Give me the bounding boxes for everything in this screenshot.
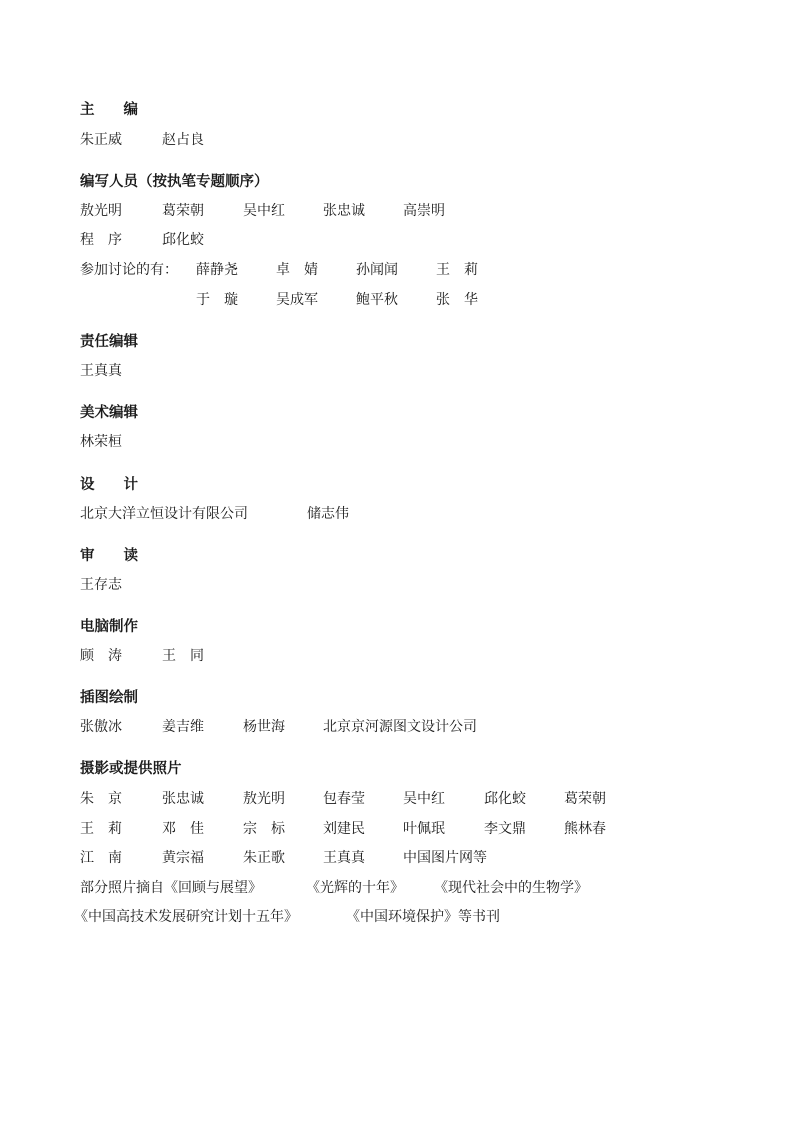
art-editor-name: 林荣桓 (80, 434, 122, 450)
discussion-participant: 薛静尧 (196, 262, 238, 278)
illustrator-name: 张傲冰 (80, 719, 122, 735)
responsible-editor-heading: 责任编辑 (80, 334, 138, 350)
photo-source: 中国图片网等 (403, 850, 487, 866)
discussion-participant: 卓 婧 (276, 262, 318, 278)
responsible-editor-name: 王真真 (80, 363, 122, 379)
writer-name: 吴中红 (243, 203, 285, 219)
photographer-name: 江 南 (80, 850, 122, 866)
photographer-name: 邓 佳 (162, 821, 204, 837)
photographer-name: 包春莹 (323, 791, 365, 807)
review-heading: 审 读 (80, 548, 138, 564)
illustrator-name: 杨世海 (243, 719, 285, 735)
photographer-name: 王 莉 (80, 821, 122, 837)
photographer-name: 张忠诚 (162, 791, 204, 807)
chief-editor-name: 赵占良 (162, 132, 204, 148)
writers-heading: 编写人员（按执笔专题顺序） (80, 174, 269, 190)
discussion-participant: 于 璇 (196, 292, 238, 308)
book-title: 《中国环境保护》等书刊 (346, 909, 500, 925)
photographer-name: 葛荣朝 (564, 791, 606, 807)
computer-production-name: 王 同 (162, 648, 204, 664)
writer-name: 程 序 (80, 232, 122, 248)
book-title: 《中国高技术发展研究计划十五年》 (74, 909, 298, 925)
designer-name: 储志伟 (307, 506, 349, 522)
writer-name: 邱化蛟 (162, 232, 204, 248)
writer-name: 敖光明 (80, 203, 122, 219)
computer-production-heading: 电脑制作 (80, 619, 138, 635)
illustration-company: 北京京河源图文设计公司 (323, 719, 477, 735)
computer-production-name: 顾 涛 (80, 648, 122, 664)
design-company: 北京大洋立恒设计有限公司 (80, 506, 248, 522)
writer-name: 葛荣朝 (162, 203, 204, 219)
photographer-name: 宗 标 (243, 821, 285, 837)
photographer-name: 敖光明 (243, 791, 285, 807)
photographer-name: 黄宗福 (162, 850, 204, 866)
discussion-participant: 王 莉 (436, 262, 478, 278)
writer-name: 张忠诚 (323, 203, 365, 219)
photographer-name: 熊林春 (564, 821, 606, 837)
discussion-participant: 吴成军 (276, 292, 318, 308)
photographer-name: 王真真 (323, 850, 365, 866)
art-editor-heading: 美术编辑 (80, 405, 138, 421)
photo-source-note: 部分照片摘自《回顾与展望》 (80, 880, 262, 896)
book-title: 《现代社会中的生物学》 (434, 880, 588, 896)
photographer-name: 李文鼎 (484, 821, 526, 837)
photographer-name: 朱 京 (80, 791, 122, 807)
photographer-name: 朱正歌 (243, 850, 285, 866)
book-title: 《光辉的十年》 (306, 880, 404, 896)
chief-editor-name: 朱正威 (80, 132, 122, 148)
photography-heading: 摄影或提供照片 (80, 761, 182, 777)
reviewer-name: 王存志 (80, 577, 122, 593)
chief-editor-heading: 主 编 (80, 102, 138, 118)
illustration-heading: 插图绘制 (80, 690, 138, 706)
photographer-name: 邱化蛟 (484, 791, 526, 807)
discussion-participant: 孙闻闻 (356, 262, 398, 278)
discussion-participant: 张 华 (436, 292, 478, 308)
illustrator-name: 姜吉维 (162, 719, 204, 735)
photographer-name: 刘建民 (323, 821, 365, 837)
photographer-name: 吴中红 (403, 791, 445, 807)
discussion-participant: 鲍平秋 (356, 292, 398, 308)
writer-name: 高崇明 (403, 203, 445, 219)
discussion-label: 参加讨论的有： (80, 262, 178, 278)
design-heading: 设 计 (80, 477, 138, 493)
photographer-name: 叶佩珉 (403, 821, 445, 837)
